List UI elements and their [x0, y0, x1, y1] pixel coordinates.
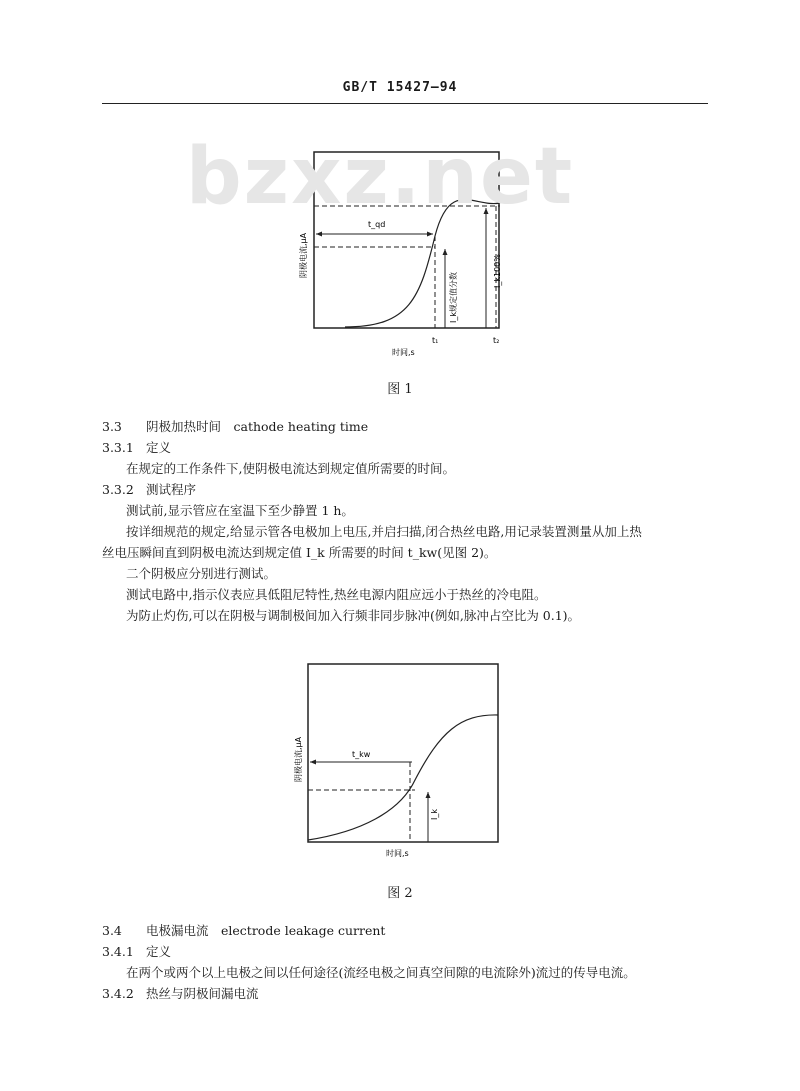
section-3-3-1-text: 在规定的工作条件下,使阴极电流达到规定值所需要的时间。	[126, 461, 455, 476]
page-header: GB/T 15427—94	[342, 80, 458, 95]
subsection-title: 定义	[146, 440, 172, 455]
figure-2-frame	[308, 664, 498, 842]
paragraph: 测试电路中,指示仪表应具低阻尼特性,热丝电源内阻应远小于热丝的冷电阻。	[126, 587, 547, 602]
paragraph: 二个阴极应分别进行测试。	[126, 566, 277, 581]
section-title: 阴极加热时间 cathode heating time	[146, 419, 369, 434]
section-3-3-2-heading	[102, 482, 196, 498]
figure-1-arrowhead-left	[316, 232, 322, 237]
figure-1-ylabel: 阴极电流,μA	[299, 232, 308, 278]
figure-2-arrowhead-left	[310, 760, 316, 765]
figure-2-caption: 图 2	[387, 886, 413, 901]
figure-1-t2-label: t₂	[493, 336, 500, 345]
subsection-title: 测试程序	[146, 482, 197, 497]
figure-1-ik-spec-label: I_k规定值分数	[449, 272, 458, 323]
section-3-4-1-text: 在两个或两个以上电极之间以任何途径(流经电极之间真空间隙的电流除外)流过的传导电流。	[126, 965, 636, 980]
subsection-title: 定义	[146, 944, 172, 959]
figure-1-t1-label: t₁	[432, 336, 439, 345]
paragraph: 按详细规范的规定,给显示管各电极加上电压,并启扫描,闭合热丝电路,用记录装置测量从加上热	[126, 524, 642, 539]
figure-2-curve	[308, 715, 498, 840]
subsection-number: 3.4.1	[102, 944, 134, 959]
section-number: 3.3	[102, 419, 122, 434]
section-3-3-1-heading	[102, 440, 171, 456]
paragraph: 测试前,显示管应在室温下至少静置 1 h。	[126, 503, 354, 518]
figure-2	[290, 662, 530, 872]
figure-1-caption: 图 1	[387, 382, 413, 397]
figure-2-arrowhead-up	[426, 792, 431, 798]
subsection-number: 3.4.2	[102, 986, 134, 1001]
section-3-4-1-heading	[102, 944, 171, 960]
figure-1-ik100-label: I_k100%	[493, 254, 502, 288]
figure-2-tkw-label: t_kw	[352, 750, 371, 759]
section-number: 3.4	[102, 923, 122, 938]
section-3-4-heading	[102, 923, 385, 939]
figure-1-arrowhead-up	[443, 249, 448, 255]
figure-1-xlabel: 时间,s	[392, 348, 415, 357]
section-3-3-heading	[102, 419, 368, 435]
subsection-number: 3.3.1	[102, 440, 134, 455]
section-3-4-2-heading	[102, 986, 259, 1002]
figure-2-ylabel: 阴极电流,μA	[294, 736, 303, 782]
watermark: bzxz.net	[185, 132, 575, 222]
header-rule	[102, 103, 708, 104]
section-title: 电极漏电流 electrode leakage current	[146, 923, 386, 938]
subsection-title: 热丝与阴极间漏电流	[146, 986, 259, 1001]
paragraph: 丝电压瞬间直到阴极电流达到规定值 I_k 所需要的时间 t_kw(见图 2)。	[102, 545, 497, 560]
figure-2-xlabel: 时间,s	[386, 849, 409, 858]
paragraph: 为防止灼伤,可以在阴极与调制极间加入行频非同步脉冲(例如,脉冲占空比为 0.1)。	[126, 608, 581, 623]
figure-1-arrowhead-right	[427, 232, 433, 237]
figure-1-tqd-label: t_qd	[368, 220, 386, 229]
subsection-number: 3.3.2	[102, 482, 134, 497]
figure-2-ik-label: I_k	[430, 809, 439, 820]
